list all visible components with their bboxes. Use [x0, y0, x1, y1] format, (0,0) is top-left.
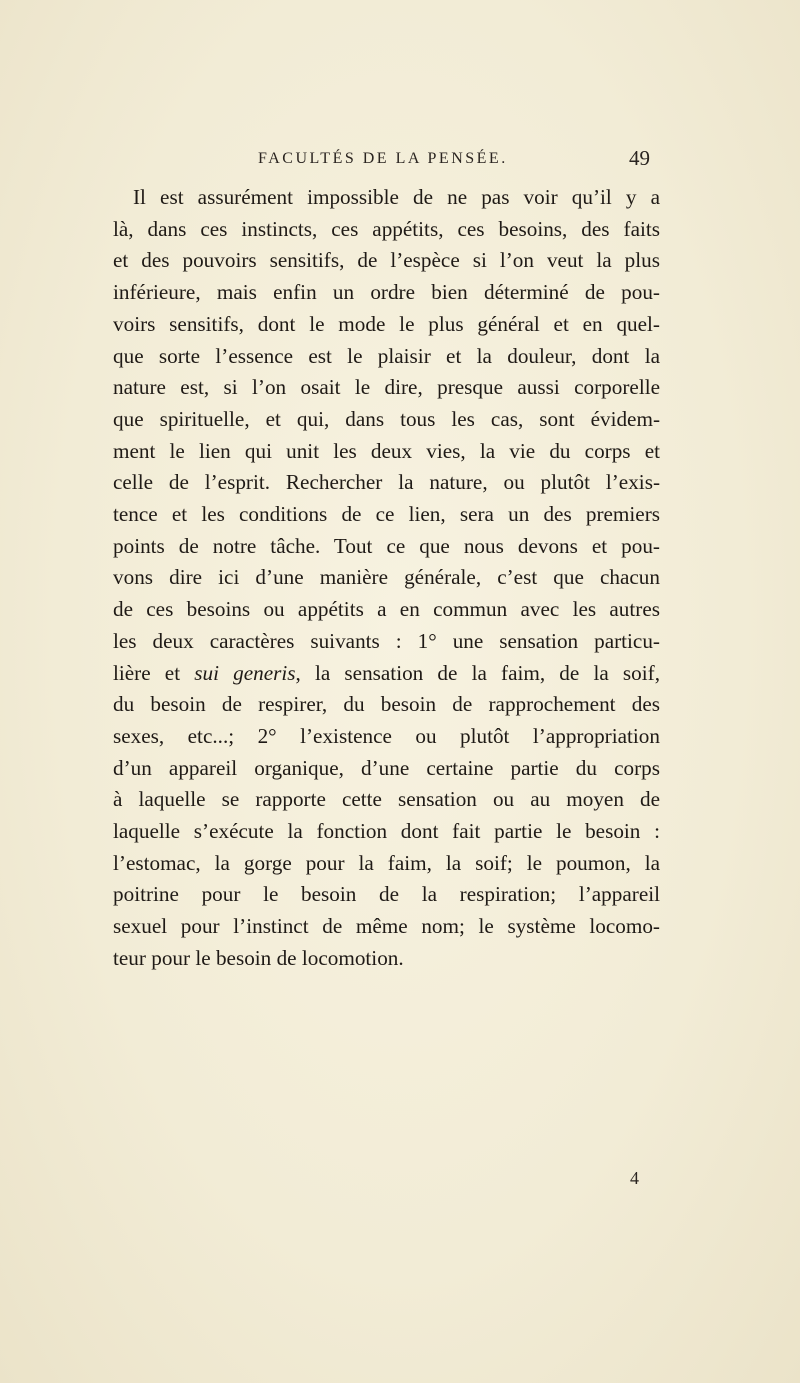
running-head: FACULTÉS DE LA PENSÉE.	[258, 150, 508, 167]
text-line: l’estomac, la gorge pour la faim, la soif; le poumon, la	[113, 850, 660, 875]
text-line: vons dire ici d’une manière générale, c’est que chacun	[113, 565, 660, 590]
text-line: que spirituelle, et qui, dans tous les cas, sont évidem-	[113, 406, 660, 431]
text-segment: , la sensation de la faim, de la soif,	[295, 660, 660, 685]
text-line: tence et les conditions de ce lien, sera un des premiers	[113, 502, 660, 527]
text-line: que sorte l’essence est le plaisir et la douleur, dont la	[113, 343, 660, 368]
text-line: laquelle s’exécute la fonction dont fait partie le besoin :	[113, 819, 660, 844]
italic-latin-phrase: sui generis	[194, 660, 296, 685]
text-line: sexes, etc...; 2° l’existence ou plutôt l’appropriation	[113, 723, 660, 748]
text-line: de ces besoins ou appétits a en commun avec les autres	[113, 597, 660, 622]
text-segment: lière et	[113, 660, 195, 685]
text-line: Il est assurément impossible de ne pas voir qu’il y a	[133, 185, 660, 209]
text-line: celle de l’esprit. Rechercher la nature, ou plutôt l’exis-	[113, 470, 660, 495]
text-line-with-italic	[113, 658, 660, 690]
text-line: voirs sensitifs, dont le mode le plus général et en quel-	[113, 311, 660, 336]
text-line: poitrine pour le besoin de la respiration; l’appareil	[113, 882, 660, 907]
text-line: nature est, si l’on osait le dire, presque aussi corporelle	[113, 375, 660, 400]
text-line: teur pour le besoin de locomotion.	[113, 945, 404, 970]
signature-mark: 4	[630, 1168, 639, 1188]
text-line: là, dans ces instincts, ces appétits, ces besoins, des faits	[113, 216, 660, 241]
text-line: inférieure, mais enfin un ordre bien déterminé de pou-	[113, 280, 660, 305]
text-line: sexuel pour l’instinct de même nom; le système locomo-	[113, 914, 660, 939]
text-line: à laquelle se rapporte cette sensation ou au moyen de	[113, 787, 660, 812]
page-number: 49	[629, 146, 650, 170]
body-paragraph	[113, 182, 660, 975]
text-line: d’un appareil organique, d’une certaine partie du corps	[113, 755, 660, 780]
text-line: ment le lien qui unit les deux vies, la vie du corps et	[113, 438, 660, 463]
text-line: du besoin de respirer, du besoin de rapprochement des	[113, 692, 660, 717]
text-line: les deux caractères suivants : 1° une sensation particu-	[113, 628, 660, 653]
text-line: et des pouvoirs sensitifs, de l’espèce si l’on veut la plus	[113, 248, 660, 273]
text-line: points de notre tâche. Tout ce que nous devons et pou-	[113, 533, 660, 558]
